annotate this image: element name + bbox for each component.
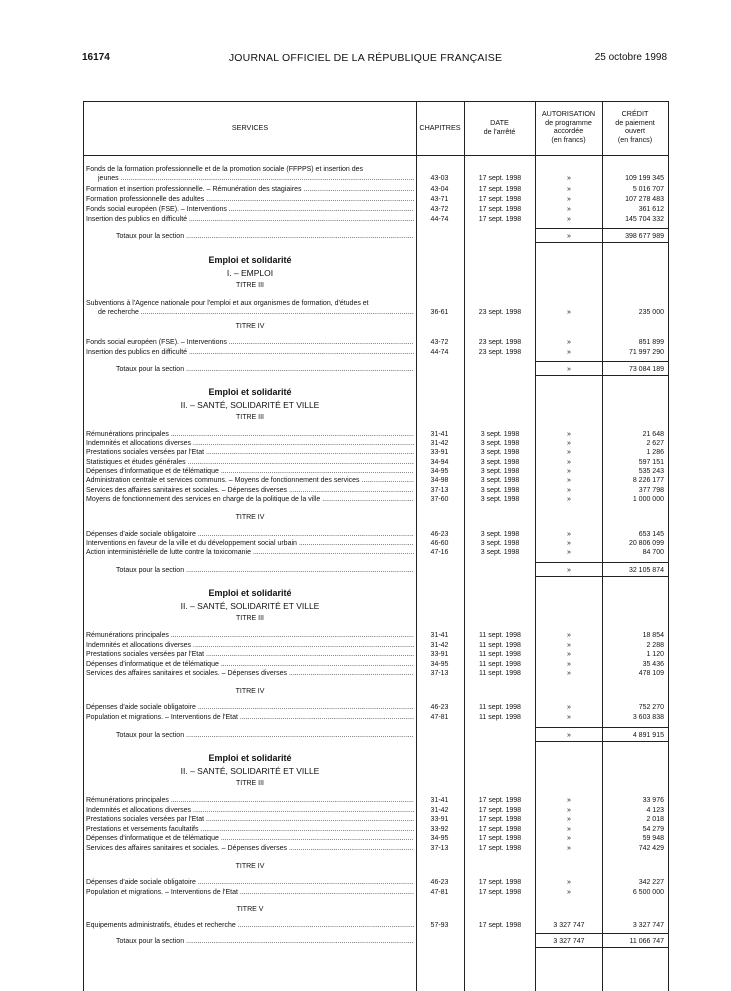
- date-cell: 17 sept. 1998: [478, 175, 522, 182]
- service-label: Fonds de la formation professionnelle et de la promotion sociale (FFPPS) et insertion des: [86, 166, 364, 173]
- table-row: [84, 660, 668, 669]
- date-cell: 23 sept. 1998: [478, 339, 522, 346]
- service-label: Indemnités et allocations diverses .....: [86, 641, 414, 650]
- service-label: Population et migrations. – Interventions de l'Etat .....: [86, 888, 414, 897]
- service-label: Population et migrations. – Interventions de l'Etat .....: [86, 713, 414, 722]
- date-cell: 17 sept. 1998: [478, 835, 522, 842]
- table-row: [84, 195, 668, 204]
- table-row: [84, 174, 668, 183]
- column-header-credit-line: (en francs): [617, 134, 653, 144]
- section-subheading: II. – SANTÉ, SOLIDARITÉ ET VILLE: [180, 601, 320, 611]
- date-cell: 11 sept. 1998: [479, 642, 521, 649]
- total-rule: [535, 727, 602, 728]
- chapitre-cell: 31-41: [430, 431, 449, 438]
- total-rule: [602, 361, 668, 362]
- credit-cell: 478 109: [638, 670, 664, 677]
- titre-heading: TITRE III: [236, 780, 264, 787]
- service-label: Formation professionnelle des adultes .....: [86, 195, 414, 204]
- credit-cell: 3 327 747: [632, 922, 664, 929]
- column-header-autorisation-line: de programme: [545, 117, 592, 127]
- table-row: [84, 921, 668, 930]
- total-credit: 73 084 189: [628, 366, 664, 373]
- total-rule: [535, 562, 602, 563]
- table-row: [84, 796, 668, 805]
- total-credit: 398 677 989: [625, 233, 664, 240]
- service-label: Prestations sociales versées par l'Etat .....: [86, 815, 414, 824]
- credit-cell: 35 436: [642, 661, 664, 668]
- titre-heading: TITRE IV: [235, 323, 265, 330]
- service-label: Insertion des publics en difficulté .....: [86, 348, 414, 357]
- chapitre-cell: 57-93: [430, 922, 449, 929]
- total-rule: [602, 576, 668, 577]
- chapitre-cell: 31-41: [430, 632, 449, 639]
- date-cell: 3 sept. 1998: [480, 431, 520, 438]
- chapitre-cell: 33-91: [430, 651, 449, 658]
- table-row: [84, 669, 668, 678]
- chapitre-cell: 34-95: [430, 661, 449, 668]
- total-rule: [602, 375, 668, 376]
- total-credit: 11 066 747: [629, 938, 664, 945]
- table-row: [84, 878, 668, 887]
- total-credit: 32 105 874: [628, 567, 664, 574]
- credit-cell: 1 120: [646, 651, 664, 658]
- date-cell: 17 sept. 1998: [478, 845, 522, 852]
- chapitre-cell: 46-23: [430, 879, 449, 886]
- chapitre-cell: 33-92: [430, 826, 449, 833]
- autorisation-cell: »: [567, 835, 571, 842]
- total-label: Totaux pour la section .....: [116, 937, 414, 946]
- table-row: [84, 486, 668, 495]
- chapitre-cell: 47-81: [430, 889, 449, 896]
- autorisation-cell: »: [567, 632, 571, 639]
- autorisation-cell: »: [567, 816, 571, 823]
- table-row: [84, 495, 668, 504]
- chapitre-cell: 36-61: [430, 309, 449, 316]
- date-cell: 23 sept. 1998: [478, 309, 522, 316]
- total-rule: [602, 562, 668, 563]
- credit-cell: 20 806 099: [628, 540, 664, 547]
- service-label: de recherche .....: [98, 308, 414, 317]
- credit-cell: 2 288: [646, 642, 664, 649]
- total-rule: [602, 228, 668, 229]
- titre-heading: TITRE IV: [235, 863, 265, 870]
- autorisation-cell: »: [567, 670, 571, 677]
- page-number: 16174: [82, 52, 110, 63]
- chapitre-cell: 33-91: [430, 449, 449, 456]
- service-label: Services des affaires sanitaires et sociales. – Dépenses diverses .....: [86, 669, 414, 678]
- credit-cell: 84 700: [642, 549, 664, 556]
- titre-heading: TITRE III: [236, 414, 264, 421]
- autorisation-cell: »: [567, 531, 571, 538]
- date-cell: 3 sept. 1998: [480, 531, 520, 538]
- date-cell: 17 sept. 1998: [478, 889, 522, 896]
- column-header-date-line: DATE: [490, 118, 509, 127]
- chapitre-cell: 47-81: [430, 714, 449, 721]
- autorisation-cell: »: [567, 196, 571, 203]
- autorisation-cell: »: [567, 459, 571, 466]
- total-rule: [602, 947, 668, 948]
- autorisation-cell: »: [567, 540, 571, 547]
- total-rule: [602, 741, 668, 742]
- service-label: Subventions à l'Agence nationale pour l'emploi et aux organismes de formation, d'études et: [86, 300, 369, 307]
- table-row: [84, 888, 668, 897]
- credits-table: [83, 101, 669, 991]
- table-row: [84, 530, 668, 539]
- column-header-autorisation-line: AUTORISATION: [541, 109, 596, 118]
- titre-heading: TITRE V: [236, 906, 264, 913]
- titre-heading: TITRE III: [236, 615, 264, 622]
- service-label: Moyens de fonctionnement des services en charge de la politique de la ville .....: [86, 495, 414, 504]
- autorisation-cell: »: [567, 309, 571, 316]
- credit-cell: 54 279: [642, 826, 664, 833]
- autorisation-cell: »: [567, 826, 571, 833]
- total-row: [84, 566, 668, 575]
- total-rule: [602, 727, 668, 728]
- titre-heading: TITRE III: [236, 282, 264, 289]
- autorisation-cell: »: [567, 468, 571, 475]
- column-header-autorisation-line: accordée: [553, 126, 584, 135]
- section-heading: Emploi et solidarité: [208, 255, 292, 265]
- table-row: [84, 825, 668, 834]
- date-cell: 11 sept. 1998: [479, 651, 521, 658]
- service-label: Services des affaires sanitaires et sociales. – Dépenses diverses .....: [86, 844, 414, 853]
- table-row: [84, 476, 668, 485]
- table-row: [84, 439, 668, 448]
- service-label: Dépenses d'aide sociale obligatoire .....: [86, 703, 414, 712]
- service-label: Prestations sociales versées par l'Etat .....: [86, 448, 414, 457]
- service-label: Interventions en faveur de la ville et du développement social urbain .....: [86, 539, 414, 548]
- total-row: [84, 731, 668, 740]
- section-heading: Emploi et solidarité: [208, 588, 292, 598]
- chapitre-cell: 44-74: [430, 349, 449, 356]
- total-label: Totaux pour la section .....: [116, 566, 414, 575]
- date-cell: 3 sept. 1998: [480, 468, 520, 475]
- date-cell: 3 sept. 1998: [480, 440, 520, 447]
- date-cell: 17 sept. 1998: [478, 826, 522, 833]
- credit-cell: 597 151: [638, 459, 664, 466]
- service-label: Rémunérations principales .....: [86, 631, 414, 640]
- journal-title: JOURNAL OFFICIEL DE LA RÉPUBLIQUE FRANÇAISE: [228, 52, 503, 64]
- total-autorisation: »: [567, 366, 571, 373]
- credit-cell: 851 899: [638, 339, 664, 346]
- table-row: [84, 448, 668, 457]
- credit-cell: 742 429: [638, 845, 664, 852]
- total-credit: 4 891 915: [632, 732, 664, 739]
- header-divider: [84, 155, 668, 156]
- chapitre-cell: 34-98: [430, 477, 449, 484]
- total-rule: [535, 228, 602, 229]
- credit-cell: 535 243: [638, 468, 664, 475]
- credit-cell: 377 798: [638, 487, 664, 494]
- credit-cell: 361 612: [638, 206, 664, 213]
- total-autorisation: »: [567, 732, 571, 739]
- chapitre-cell: 37-13: [430, 487, 449, 494]
- service-label: Rémunérations principales .....: [86, 430, 414, 439]
- service-label: Prestations et versements facultatifs .....: [86, 825, 414, 834]
- chapitre-cell: 31-42: [430, 440, 449, 447]
- date-cell: 17 sept. 1998: [478, 816, 522, 823]
- column-header-chapitres: CHAPITRES: [419, 123, 461, 132]
- credit-cell: 18 854: [642, 632, 664, 639]
- autorisation-cell: »: [567, 797, 571, 804]
- table-row: [84, 650, 668, 659]
- credit-cell: 2 018: [646, 816, 664, 823]
- autorisation-cell: »: [567, 216, 571, 223]
- service-label: Equipements administratifs, études et recherche .....: [86, 921, 414, 930]
- table-row: [84, 165, 668, 174]
- total-rule: [535, 933, 602, 934]
- autorisation-cell: »: [567, 206, 571, 213]
- chapitre-cell: 37-60: [430, 496, 449, 503]
- date-cell: 3 sept. 1998: [480, 549, 520, 556]
- credit-cell: 3 603 838: [632, 714, 664, 721]
- date-cell: 11 sept. 1998: [479, 704, 521, 711]
- service-label: Services des affaires sanitaires et sociales. – Dépenses diverses .....: [86, 486, 414, 495]
- table-row: [84, 806, 668, 815]
- date-cell: 17 sept. 1998: [478, 807, 522, 814]
- chapitre-cell: 33-91: [430, 816, 449, 823]
- service-label: Indemnités et allocations diverses .....: [86, 439, 414, 448]
- autorisation-cell: »: [567, 349, 571, 356]
- total-autorisation: »: [567, 567, 571, 574]
- credit-cell: 21 648: [642, 431, 664, 438]
- table-row: [84, 844, 668, 853]
- table-row: [84, 815, 668, 824]
- credit-cell: 71 997 290: [628, 349, 664, 356]
- total-row: [84, 365, 668, 374]
- table-row: [84, 703, 668, 712]
- date-cell: 23 sept. 1998: [478, 349, 522, 356]
- total-autorisation: 3 327 747: [553, 938, 585, 945]
- section-heading: Emploi et solidarité: [208, 753, 292, 763]
- autorisation-cell: »: [567, 661, 571, 668]
- date-cell: 17 sept. 1998: [478, 922, 522, 929]
- service-label: Fonds social européen (FSE). – Interventions .....: [86, 205, 414, 214]
- total-rule: [535, 375, 602, 376]
- autorisation-cell: »: [567, 440, 571, 447]
- autorisation-cell: »: [567, 889, 571, 896]
- table-row: [84, 458, 668, 467]
- credit-cell: 59 948: [642, 835, 664, 842]
- service-label: Action interministérielle de lutte contre la toxicomanie .....: [86, 548, 414, 557]
- section-subheading: I. – EMPLOI: [226, 268, 274, 278]
- section-subheading: II. – SANTÉ, SOLIDARITÉ ET VILLE: [180, 400, 320, 410]
- chapitre-cell: 47-16: [430, 549, 449, 556]
- autorisation-cell: »: [567, 496, 571, 503]
- autorisation-cell: »: [567, 339, 571, 346]
- chapitre-cell: 31-41: [430, 797, 449, 804]
- autorisation-cell: »: [567, 175, 571, 182]
- total-rule: [535, 242, 602, 243]
- credit-cell: 752 270: [638, 704, 664, 711]
- column-header-credit: [602, 110, 668, 144]
- autorisation-cell: »: [567, 845, 571, 852]
- table-row: [84, 539, 668, 548]
- credit-cell: 653 145: [638, 531, 664, 538]
- total-rule: [602, 242, 668, 243]
- chapitre-cell: 31-42: [430, 642, 449, 649]
- titre-heading: TITRE IV: [235, 514, 265, 521]
- autorisation-cell: »: [567, 714, 571, 721]
- chapitre-cell: 43-72: [430, 206, 449, 213]
- table-row: [84, 215, 668, 224]
- credit-cell: 1 000 000: [632, 496, 664, 503]
- total-autorisation: »: [567, 233, 571, 240]
- total-row: [84, 937, 668, 946]
- autorisation-cell: »: [567, 704, 571, 711]
- credit-cell: 235 000: [638, 309, 664, 316]
- column-header-services: SERVICES: [231, 123, 269, 132]
- table-row: [84, 548, 668, 557]
- credit-cell: 1 286: [646, 449, 664, 456]
- chapitre-cell: 43-72: [430, 339, 449, 346]
- service-label: Dépenses d'informatique et de télématique .....: [86, 834, 414, 843]
- column-header-credit-line: CRÉDIT: [621, 109, 649, 118]
- autorisation-cell: 3 327 747: [553, 922, 585, 929]
- credit-cell: 107 278 483: [625, 196, 664, 203]
- table-row: [84, 185, 668, 194]
- date-cell: 17 sept. 1998: [478, 879, 522, 886]
- autorisation-cell: »: [567, 186, 571, 193]
- service-label: Insertion des publics en difficulté .....: [86, 215, 414, 224]
- table-row: [84, 713, 668, 722]
- table-row: [84, 338, 668, 347]
- date-cell: 3 sept. 1998: [480, 540, 520, 547]
- chapitre-cell: 46-23: [430, 704, 449, 711]
- total-rule: [535, 361, 602, 362]
- credit-cell: 145 704 332: [625, 216, 664, 223]
- date-cell: 17 sept. 1998: [478, 216, 522, 223]
- autorisation-cell: »: [567, 651, 571, 658]
- service-label: Dépenses d'aide sociale obligatoire .....: [86, 530, 414, 539]
- date-cell: 17 sept. 1998: [478, 206, 522, 213]
- section-heading: Emploi et solidarité: [208, 387, 292, 397]
- total-label: Totaux pour la section .....: [116, 232, 414, 241]
- date-cell: 3 sept. 1998: [480, 487, 520, 494]
- service-label: Dépenses d'aide sociale obligatoire .....: [86, 878, 414, 887]
- date-cell: 11 sept. 1998: [479, 632, 521, 639]
- date-cell: 3 sept. 1998: [480, 449, 520, 456]
- autorisation-cell: »: [567, 487, 571, 494]
- table-row: [84, 467, 668, 476]
- credit-cell: 6 500 000: [632, 889, 664, 896]
- column-header-credit-line: de paiement: [615, 117, 655, 127]
- table-row: [84, 834, 668, 843]
- date-cell: 3 sept. 1998: [480, 459, 520, 466]
- credit-cell: 2 627: [646, 440, 664, 447]
- total-rule: [535, 947, 602, 948]
- column-header-autorisation-line: (en francs): [551, 134, 586, 144]
- chapitre-cell: 43-71: [430, 196, 449, 203]
- service-label: Indemnités et allocations diverses .....: [86, 806, 414, 815]
- service-label: Statistiques et études générales .....: [86, 458, 414, 467]
- autorisation-cell: »: [567, 879, 571, 886]
- publication-date: 25 octobre 1998: [594, 52, 667, 63]
- service-label: Prestations sociales versées par l'Etat .....: [86, 650, 414, 659]
- date-cell: 17 sept. 1998: [478, 186, 522, 193]
- chapitre-cell: 44-74: [430, 216, 449, 223]
- autorisation-cell: »: [567, 807, 571, 814]
- chapitre-cell: 43-03: [430, 175, 449, 182]
- chapitre-cell: 31-42: [430, 807, 449, 814]
- table-row: [84, 299, 668, 308]
- chapitre-cell: 37-13: [430, 670, 449, 677]
- chapitre-cell: 37-13: [430, 845, 449, 852]
- date-cell: 3 sept. 1998: [480, 477, 520, 484]
- titre-heading: TITRE IV: [235, 688, 265, 695]
- autorisation-cell: »: [567, 431, 571, 438]
- total-rule: [535, 741, 602, 742]
- chapitre-cell: 34-94: [430, 459, 449, 466]
- credit-cell: 8 226 177: [632, 477, 664, 484]
- service-label: Formation et insertion professionnelle. – Rémunération des stagiaires .....: [86, 185, 414, 194]
- date-cell: 17 sept. 1998: [478, 797, 522, 804]
- table-row: [84, 641, 668, 650]
- date-cell: 17 sept. 1998: [478, 196, 522, 203]
- date-cell: 11 sept. 1998: [479, 670, 521, 677]
- service-label: jeunes .....: [98, 174, 414, 183]
- autorisation-cell: »: [567, 477, 571, 484]
- autorisation-cell: »: [567, 449, 571, 456]
- date-cell: 11 sept. 1998: [479, 661, 521, 668]
- total-row: [84, 232, 668, 241]
- autorisation-cell: »: [567, 642, 571, 649]
- column-header-autorisation: [535, 110, 602, 144]
- chapitre-cell: 34-95: [430, 835, 449, 842]
- total-rule: [602, 933, 668, 934]
- service-label: Dépenses d'informatique et de télématique .....: [86, 660, 414, 669]
- table-row: [84, 348, 668, 357]
- chapitre-cell: 46-23: [430, 531, 449, 538]
- chapitre-cell: 34-95: [430, 468, 449, 475]
- chapitre-cell: 43-04: [430, 186, 449, 193]
- table-row: [84, 631, 668, 640]
- total-rule: [535, 576, 602, 577]
- service-label: Administration centrale et services communs. – Moyens de fonctionnement des services .....: [86, 476, 414, 485]
- section-subheading: II. – SANTÉ, SOLIDARITÉ ET VILLE: [180, 766, 320, 776]
- date-cell: 3 sept. 1998: [480, 496, 520, 503]
- service-label: Rémunérations principales .....: [86, 796, 414, 805]
- service-label: Fonds social européen (FSE). – Interventions .....: [86, 338, 414, 347]
- column-header-date: [464, 119, 535, 136]
- column-header-credit-line: ouvert: [625, 126, 645, 135]
- credit-cell: 5 016 707: [632, 186, 664, 193]
- column-header-date-line: de l'arrêté: [483, 126, 516, 136]
- credit-cell: 4 123: [646, 807, 664, 814]
- service-label: Dépenses d'informatique et de télématique .....: [86, 467, 414, 476]
- date-cell: 11 sept. 1998: [479, 714, 521, 721]
- total-label: Totaux pour la section .....: [116, 731, 414, 740]
- autorisation-cell: »: [567, 549, 571, 556]
- credit-cell: 33 976: [642, 797, 664, 804]
- total-label: Totaux pour la section .....: [116, 365, 414, 374]
- chapitre-cell: 46-60: [430, 540, 449, 547]
- table-row: [84, 308, 668, 317]
- credit-cell: 109 199 345: [625, 175, 664, 182]
- table-row: [84, 205, 668, 214]
- table-row: [84, 430, 668, 439]
- credit-cell: 342 227: [638, 879, 664, 886]
